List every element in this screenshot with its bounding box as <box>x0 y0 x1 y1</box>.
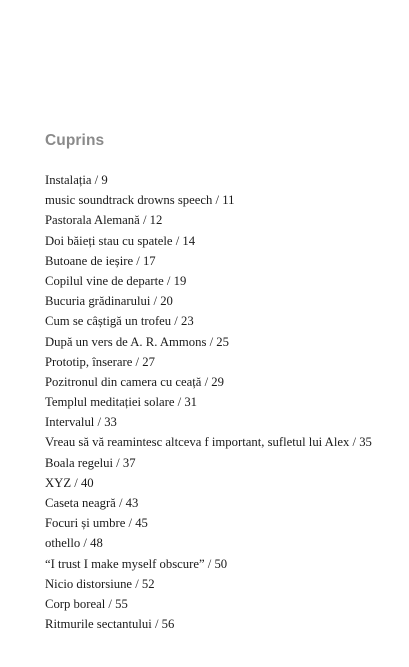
toc-entry: Bucuria grădinarului / 20 <box>45 294 173 309</box>
page-title: Cuprins <box>45 132 105 149</box>
toc-entry: XYZ / 40 <box>45 475 94 490</box>
toc-entry: Doi băieți stau cu spatele / 14 <box>45 233 196 248</box>
toc-entry: “I trust I make myself obscure” / 50 <box>45 556 228 571</box>
toc-entry: Pastorala Alemană / 12 <box>45 213 163 228</box>
toc-entry: Nicio distorsiune / 52 <box>45 576 155 591</box>
toc-entry: Pozitronul din camera cu ceață / 29 <box>45 374 224 389</box>
toc-entry: othello / 48 <box>45 536 103 551</box>
toc-entry: Butoane de ieșire / 17 <box>45 253 156 268</box>
toc-entry: Ritmurile sectantului / 56 <box>45 617 175 632</box>
table-of-contents <box>45 170 400 634</box>
toc-entry: După un vers de A. R. Ammons / 25 <box>45 334 229 349</box>
toc-entry: Focuri și umbre / 45 <box>45 516 148 531</box>
toc-entry: Templul meditației solare / 31 <box>45 395 198 410</box>
toc-entry: Cum se câștigă un trofeu / 23 <box>45 314 194 329</box>
toc-entry: Boala regelui / 37 <box>45 455 136 470</box>
toc-entry: Corp boreal / 55 <box>45 596 128 611</box>
toc-entry: Instalația / 9 <box>45 173 108 187</box>
toc-entry: Prototip, înserare / 27 <box>45 354 155 369</box>
toc-entry: Vreau să vă reamintesc altceva f important, sufletul lui Alex / 35 <box>45 435 372 450</box>
toc-entry: Intervalul / 33 <box>45 415 117 430</box>
toc-entry: Caseta neagră / 43 <box>45 496 139 510</box>
toc-entry: Copilul vine de departe / 19 <box>45 273 187 288</box>
toc-entry: music soundtrack drowns speech / 11 <box>45 193 235 208</box>
